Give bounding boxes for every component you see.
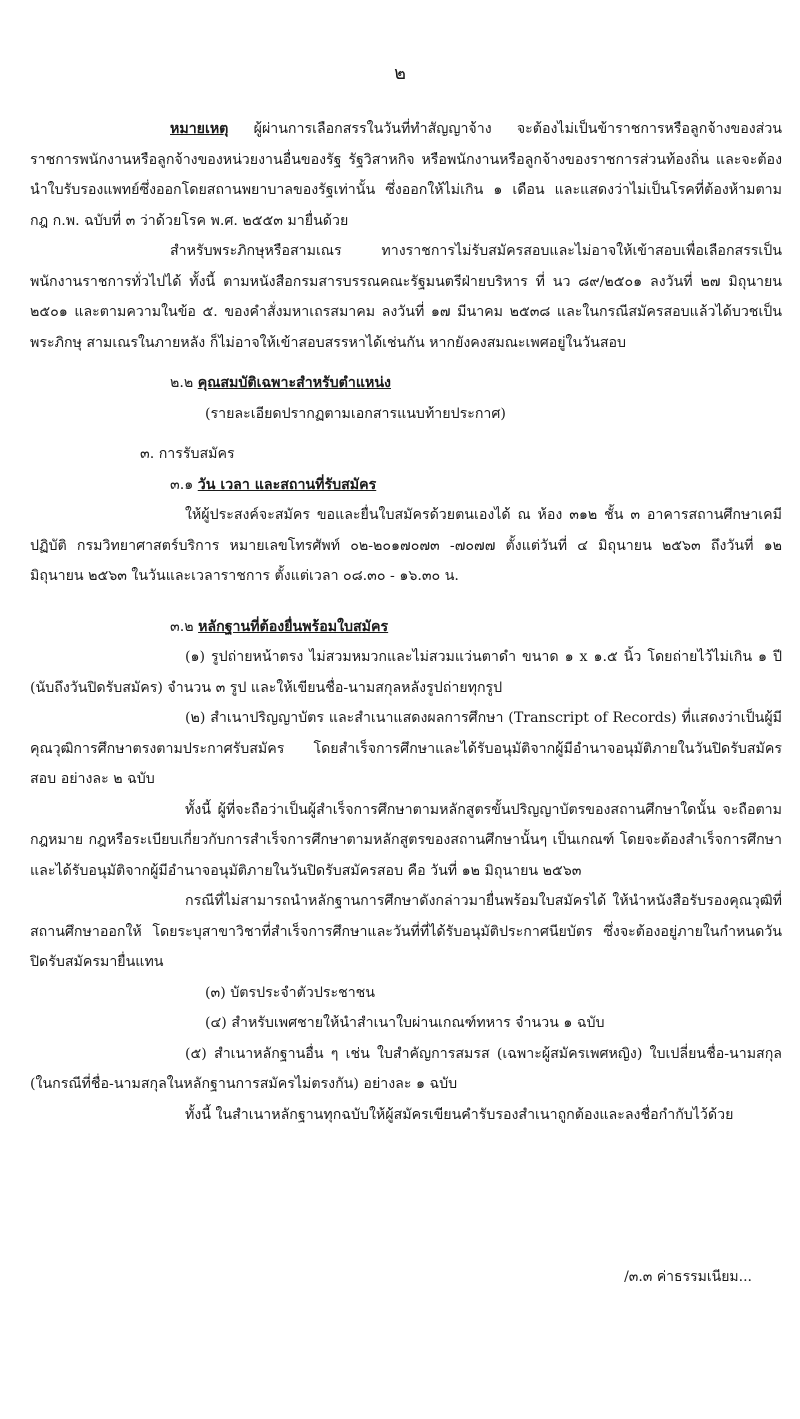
page-number: ๒ [394,63,406,84]
evidence-item-2-note: ทั้งนี้ ผู้ที่จะถือว่าเป็นผู้สำเร็จการศึกษาตามหลักสูตรขั้นปริญญาบัตรของสถานศึกษาใดนั้น จะถือตามกฎหมาย กฎหรือระเบียบเกี่ยวกับการสำเร็จการศึกษาตามหลักสูตรของสถานศึกษานั้นๆ เป็นเกณฑ์ โดยจะต้องสำเร็จการศึกษาและได้รับอนุมัติจากผู้มีอำนาจอนุมัติภายในวันปิดรับสมัครสอบ คือ วันที่ ๑๒ มิถุนายน ๒๕๖๓ [30,801,782,879]
continuation-note: /๓.๓ ค่าธรรมเนียม... [624,1269,752,1285]
evidence-item-1: (๑) รูปถ่ายหน้าตรง ไม่สวมหมวกและไม่สวมแว่นตาดำ ขนาด ๑ x ๑.๕ นิ้ว โดยถ่ายไว้ไม่เกิน ๑ ปี (นับถึงวันปิดรับสมัคร) จำนวน ๓ รูป และให้เขียนชื่อ-นามสกุลหลังรูปถ่ายทุกรูป [30,649,782,696]
note-paragraph [30,114,782,236]
evidence-item-5: (๕) สำเนาหลักฐานอื่น ๆ เช่น ใบสำคัญการสมรส (เฉพาะผู้สมัครเพศหญิง) ใบเปลี่ยนชื่อ-นามสกุล (ในกรณีที่ชื่อ-นามสกุลในหลักฐานการสมัครไม่ตรงกัน) อย่างละ ๑ ฉบับ [30,1045,782,1092]
evidence-item-4: (๔) สำหรับเพศชายให้นำสำเนาใบผ่านเกณฑ์ทหาร จำนวน ๑ ฉบับ [205,1015,605,1031]
section-2-2-heading [30,368,782,399]
evidence-item-2-case: กรณีที่ไม่สามารถนำหลักฐานการศึกษาดังกล่าวมายื่นพร้อมใบสมัครได้ ให้นำหนังสือรับรองคุณวุฒิที่สถานศึกษาออกให้ โดยระบุสาขาวิชาที่สำเร็จการศึกษาและวันที่ที่ได้รับอนุมัติประกาศนียบัตร ซึ่งจะต้องอยู่ภายในกำหนดวันปิดรับสมัครมายื่นแทน [30,893,782,970]
section-2-2-title: คุณสมบัติเฉพาะสำหรับตำแหน่ง [197,375,391,391]
note-text: ผู้ผ่านการเลือกสรรในวันที่ทำสัญญาจ้าง จะต้องไม่เป็นข้าราชการหรือลูกจ้างของส่วนราชการพนักงานหรือลูกจ้างของหน่วยงานอื่นของรัฐ รัฐวิสาหกิจ หรือพนักงานหรือลูกจ้างของราชการส่วนท้องถิ่น และจะต้องนำใบรับรองแพทย์ซึ่งออกโดยสถานพยาบาลของรัฐเท่านั้น ซึ่งออกให้ไม่เกิน ๑ เดือน และแสดงว่าไม่เป็นโรคที่ต้องห้ามตาม กฎ ก.พ. ฉบับที่ ๓ ว่าด้วยโรค พ.ศ. ๒๕๕๓ มายื่นด้วย [30,121,782,229]
section-2-2-detail: (รายละเอียดปรากฏตามเอกสารแนบท้ายประกาศ) [205,405,506,422]
section-3-1-text: ให้ผู้ประสงค์จะสมัคร ขอและยื่นใบสมัครด้วยตนเองได้ ณ ห้อง ๓๑๒ ชั้น ๓ อาคารสถานศึกษาเคมีปฏิบัติ กรมวิทยาศาสตร์บริการ หมายเลขโทรศัพท์ ๐๒-๒๐๑๗๐๗๓ -๗๐๗๗ ตั้งแต่วันที่ ๔ มิถุนายน ๒๕๖๓ ถึงวันที่ ๑๒ มิถุนายน ๒๕๖๓ ในวันและเวลาราชการ ตั้งแต่เวลา ๐๘.๓๐ - ๑๖.๓๐ น. [30,507,782,584]
document-body [30,114,782,1130]
evidence-item-2: (๒) สำเนาปริญญาบัตร และสำเนาแสดงผลการศึกษา (Transcript of Records) ที่แสดงว่าเป็นผู้มีคุณวุฒิการศึกษาตรงตามประกาศรับสมัคร โดยสำเร็จการศึกษาและได้รับอนุมัติจากผู้มีอำนาจอนุมัติภายในวันปิดรับสมัครสอบ อย่างละ ๒ ฉบับ [30,710,782,787]
section-3-1-title: วัน เวลา และสถานที่รับสมัคร [197,476,377,493]
section-3-1-heading [30,470,782,501]
monk-paragraph: สำหรับพระภิกษุหรือสามเณร ทางราชการไม่รับสมัครสอบและไม่อาจให้เข้าสอบเพื่อเลือกสรรเป็นพนักงานราชการทั่วไปได้ ทั้งนี้ ตามหนังสือกรมสารบรรณคณะรัฐมนตรีฝ่ายบริหาร ที่ นว ๘๙/๒๕๐๑ ลงวันที่ ๒๗ มิถุนายน ๒๕๐๑ และตามความในข้อ ๕. ของคำสั่งมหาเถรสมาคม ลงวันที่ ๑๗ มีนาคม ๒๕๓๘ และในกรณีสมัครสอบแล้วได้บวชเป็นพระภิกษุ สามเณรในภายหลัง ก็ไม่อาจให้เข้าสอบสรรหาได้เช่นกัน หากยังคงสมณะเพศอยู่ในวันสอบ [30,243,782,351]
section-3-2-heading [30,612,782,643]
section-3-2-number: ๓.๒ [170,618,199,635]
note-label: หมายเหตุ [170,121,229,137]
section-3-1-number: ๓.๑ [170,476,198,493]
section-3-2-title: หลักฐานที่ต้องยื่นพร้อมใบสมัคร [198,618,389,635]
evidence-closing: ทั้งนี้ ในสำเนาหลักฐานทุกฉบับให้ผู้สมัครเขียนคำรับรองสำเนาถูกต้องและลงชื่อกำกับไว้ด้วย [185,1106,734,1123]
section-2-2-number: ๒.๒ [170,375,198,391]
evidence-item-3: (๓) บัตรประจำตัวประชาชน [205,984,375,1001]
section-3-heading: ๓. การรับสมัคร [140,446,235,462]
